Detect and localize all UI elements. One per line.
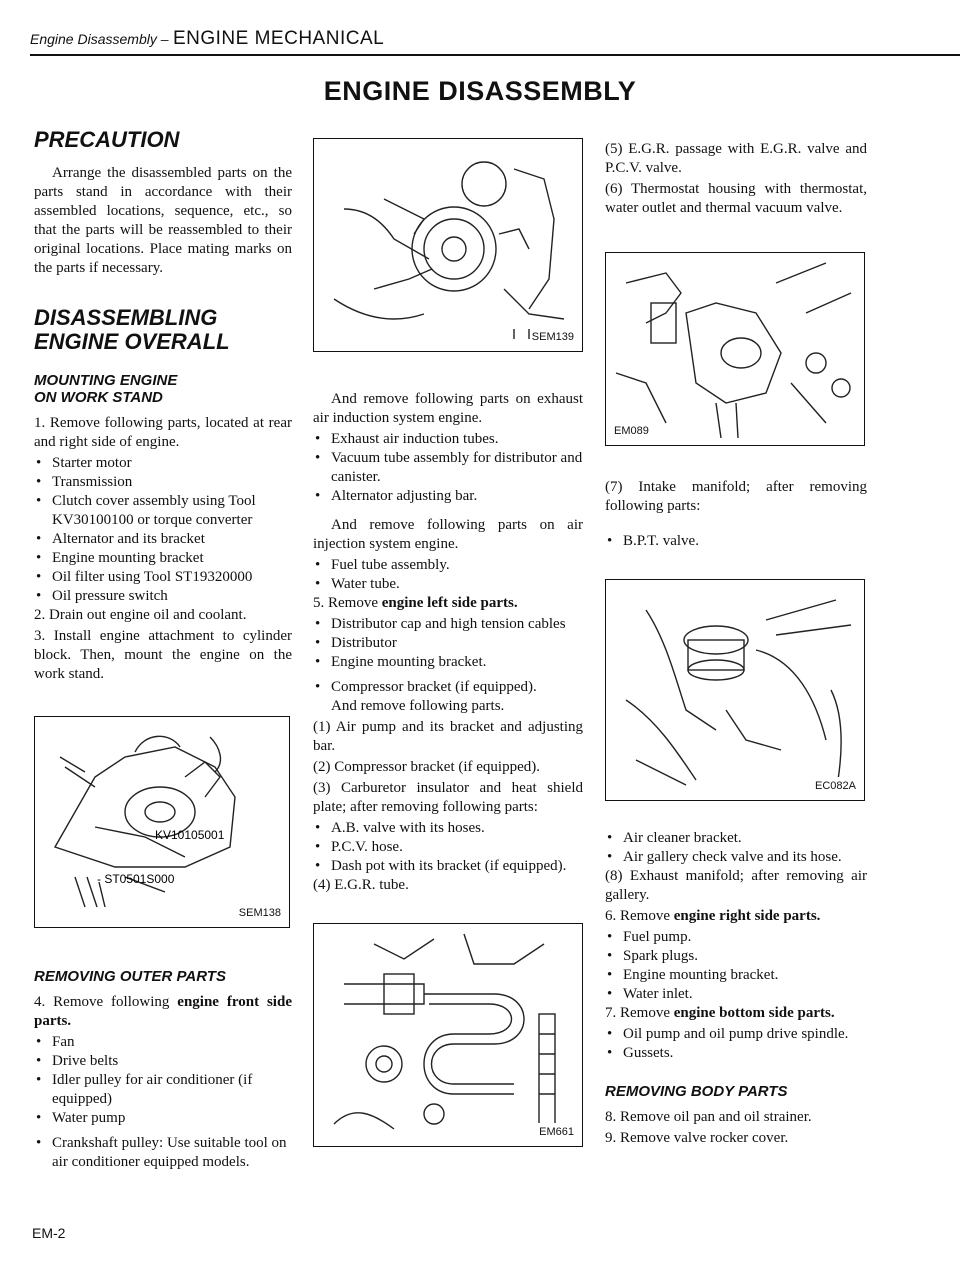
- item-1: (1) Air pump and its bracket and adjusting bar.: [313, 719, 583, 754]
- page-number: EM-2: [32, 1225, 66, 1241]
- list-item: • Engine mounting bracket.: [313, 653, 583, 672]
- exhaust-intro: And remove following parts on exhaust air induction system engine.: [313, 391, 583, 426]
- list-item: • Fan: [34, 1033, 292, 1052]
- figure-em661: [313, 923, 583, 1147]
- header-section: Engine Disassembly: [30, 31, 157, 47]
- list-item: • Vacuum tube assembly for distributor and canister.: [313, 449, 583, 487]
- column-right: [605, 140, 867, 1150]
- tool-label-kv: KV10105001: [155, 828, 225, 842]
- step-7-list: [605, 1025, 867, 1063]
- exhaust-list: [313, 430, 583, 506]
- compressor-sub: And remove following parts.: [331, 698, 505, 714]
- tool-label-st: - ST0501S000: [97, 872, 175, 886]
- step-4-bold: engine front side parts.: [34, 994, 292, 1029]
- header-dash: –: [156, 31, 169, 47]
- list-item: • Air gallery check valve and its hose.: [605, 848, 867, 867]
- precaution-heading: PRECAUTION: [34, 127, 180, 152]
- figure-ec082a: [605, 579, 865, 801]
- crankshaft-pulley-illustration: [314, 139, 582, 351]
- body-parts-heading: REMOVING BODY PARTS: [605, 1083, 788, 1100]
- item-7-list: [605, 532, 867, 551]
- step-4-list: [34, 1033, 292, 1128]
- bpt-valve-illustration: [606, 580, 864, 800]
- list-item: • Crankshaft pulley: Use suitable tool on air conditioner equipped models.: [34, 1134, 292, 1172]
- list-item: • Fuel tube assembly.: [313, 556, 583, 575]
- air-list: [313, 556, 583, 594]
- list-item: • Idler pulley for air conditioner (if equipped): [34, 1071, 292, 1109]
- list-item: • Distributor cap and high tension cables: [313, 615, 583, 634]
- step-1-list: [34, 454, 292, 606]
- step-3: 3. Install engine attachment to cylinder block. Then, mount the engine on the work stand.: [34, 628, 292, 682]
- crank-list: [34, 1134, 292, 1172]
- list-item: • Engine mounting bracket.: [605, 966, 867, 985]
- outer-parts-heading: REMOVING OUTER PARTS: [34, 968, 226, 985]
- air-intro: And remove following parts on air injection system engine.: [313, 517, 583, 552]
- item-4: (4) E.G.R. tube.: [313, 877, 409, 893]
- overall-heading: [34, 306, 292, 354]
- item-6: (6) Thermostat housing with thermostat, water outlet and thermal vacuum valve.: [605, 181, 867, 216]
- step-6-list: [605, 928, 867, 1004]
- item-7: (7) Intake manifold; after removing following parts:: [605, 479, 867, 514]
- step-4-text: 4. Remove following: [34, 994, 178, 1010]
- step-6-bold: engine right side parts.: [673, 908, 821, 924]
- mounting-heading: [34, 372, 292, 406]
- list-item: • Air cleaner bracket.: [605, 829, 867, 848]
- list-item: • Gussets.: [605, 1044, 867, 1063]
- step-7-bold: engine bottom side parts.: [673, 1005, 835, 1021]
- overall-heading-line2: ENGINE OVERALL: [34, 329, 230, 354]
- list-item: • Alternator and its bracket: [34, 530, 292, 549]
- step-9: 9. Remove valve rocker cover.: [605, 1130, 789, 1146]
- step-7: [605, 1004, 867, 1023]
- precaution-text: Arrange the disassembled parts on the parts stand in accordance with their assembled locations, sequence, etc., so that the parts will be reassembled to their original locations. Place mating marks on the parts if necessary.: [34, 165, 292, 276]
- step-5-bold: engine left side parts.: [381, 595, 518, 611]
- figure-sem139: [313, 138, 583, 352]
- step-5: [313, 594, 583, 613]
- figure-code: SEM138: [237, 904, 283, 923]
- item-3: (3) Carburetor insulator and heat shield plate; after removing following parts:: [313, 780, 583, 815]
- egr-tube-illustration: [314, 924, 582, 1146]
- step-4: [34, 993, 292, 1031]
- list-item: • Engine mounting bracket: [34, 549, 292, 568]
- column-left: [34, 128, 292, 1172]
- thermostat-housing-illustration: [606, 253, 864, 445]
- list-item: • Fuel pump.: [605, 928, 867, 947]
- mounting-heading-line2: ON WORK STAND: [34, 389, 163, 406]
- list-item: • P.C.V. hose.: [313, 838, 583, 857]
- figure-code: EM089: [612, 422, 651, 441]
- list-item: • A.B. valve with its hoses.: [313, 819, 583, 838]
- figure-sem138: [34, 716, 290, 928]
- overall-heading-line1: DISASSEMBLING: [34, 305, 218, 330]
- figure-em089: [605, 252, 865, 446]
- engine-stand-illustration: [35, 717, 289, 927]
- list-item: • Compressor bracket (if equipped).: [313, 678, 583, 697]
- list-item: • Oil filter using Tool ST19320000: [34, 568, 292, 587]
- list-item: • Transmission: [34, 473, 292, 492]
- list-item: • Oil pressure switch: [34, 587, 292, 606]
- step-6: [605, 907, 867, 926]
- list-item: • Oil pump and oil pump drive spindle.: [605, 1025, 867, 1044]
- after-list: [605, 829, 867, 867]
- list-item: • Drive belts: [34, 1052, 292, 1071]
- figure-code: EC082A: [813, 777, 858, 796]
- list-item: • Alternator adjusting bar.: [313, 487, 583, 506]
- list-item: • Distributor: [313, 634, 583, 653]
- list-item: • Water tube.: [313, 575, 583, 594]
- compressor-list: [313, 678, 583, 697]
- header-main: ENGINE MECHANICAL: [172, 28, 385, 49]
- list-item: • Starter motor: [34, 454, 292, 473]
- column-middle: [313, 138, 583, 1147]
- step-5-list: [313, 615, 583, 672]
- list-item: • Clutch cover assembly using Tool KV30100100 or torque converter: [34, 492, 292, 530]
- item-2: (2) Compressor bracket (if equipped).: [313, 759, 541, 775]
- step-1: 1. Remove following parts, located at rear and right side of engine.: [34, 415, 292, 450]
- item-8: (8) Exhaust manifold; after removing air gallery.: [605, 868, 867, 903]
- page-title: ENGINE DISASSEMBLY: [323, 76, 637, 106]
- figure-code: EM661: [537, 1123, 576, 1142]
- list-item: • Water inlet.: [605, 985, 867, 1004]
- item-3-list: [313, 819, 583, 876]
- list-item: • Spark plugs.: [605, 947, 867, 966]
- step-2: 2. Drain out engine oil and coolant.: [34, 607, 247, 623]
- step-8: 8. Remove oil pan and oil strainer.: [605, 1109, 812, 1125]
- step-7-text: 7. Remove: [605, 1005, 674, 1021]
- figure-code: SEM139: [530, 328, 576, 347]
- step-6-text: 6. Remove: [605, 908, 674, 924]
- list-item: • B.P.T. valve.: [605, 532, 867, 551]
- step-5-text: 5. Remove: [313, 595, 382, 611]
- list-item: • Dash pot with its bracket (if equipped).: [313, 857, 583, 876]
- item-5: (5) E.G.R. passage with E.G.R. valve and P.C.V. valve.: [605, 141, 867, 176]
- running-header: [30, 28, 960, 56]
- list-item: • Water pump: [34, 1109, 292, 1128]
- list-item: • Exhaust air induction tubes.: [313, 430, 583, 449]
- mounting-heading-line1: MOUNTING ENGINE: [34, 372, 178, 389]
